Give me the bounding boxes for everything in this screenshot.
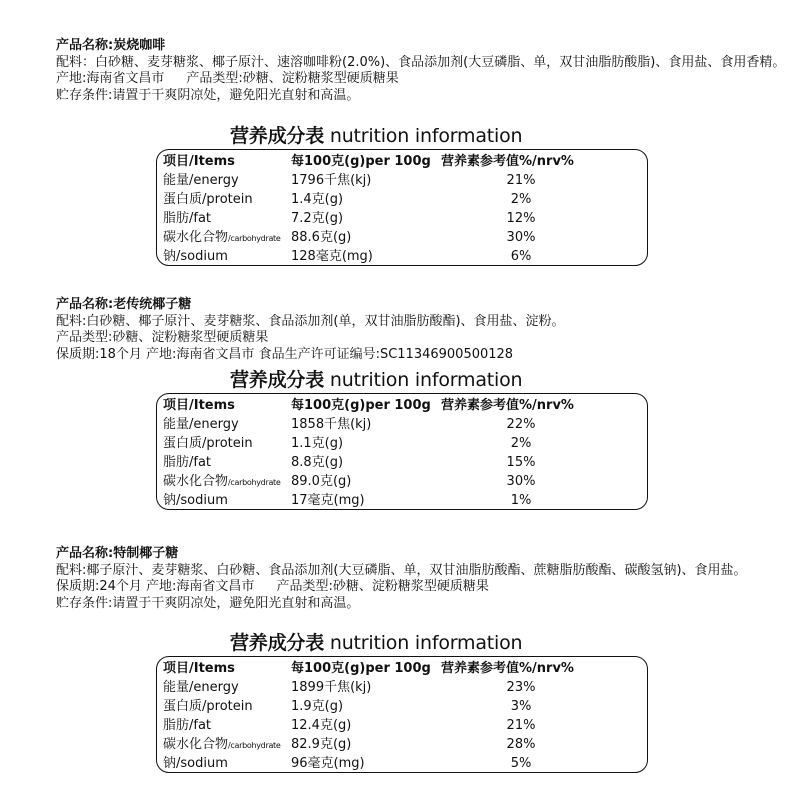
- row-nrv: 30%: [506, 230, 536, 245]
- row-nrv: 28%: [506, 737, 536, 752]
- row-value: 96毫克(mg): [291, 756, 365, 771]
- ingredients: 配料:白砂糖、椰子原汁、麦芽糖浆、食品添加剂(单，双甘油脂肪酸酯)、食用盐、淀粉。: [56, 313, 565, 329]
- row-item-en: /carbohydrate: [228, 234, 281, 243]
- table-header: [157, 659, 647, 678]
- product-coffee: [56, 38, 792, 264]
- product-type: 产品类型:砂糖、淀粉糖浆型硬质糖果: [56, 330, 269, 345]
- row-item: 蛋白质/protein: [163, 436, 253, 451]
- row-item-en: /carbohydrate: [228, 478, 281, 487]
- nutrition-title-cn: 营养成分表: [230, 632, 325, 654]
- row-item: 钠/sodium: [163, 493, 228, 508]
- row-nrv: 5%: [510, 756, 532, 771]
- header-nrv: 营养素参考值%/nrv%: [441, 661, 574, 676]
- row-value: 7.2克(g): [291, 211, 344, 226]
- row-item-cn: 碳水化合物: [163, 230, 229, 245]
- row-item: [157, 228, 291, 247]
- header-nrv: 营养素参考值%/nrv%: [441, 154, 574, 169]
- row-nrv: 22%: [506, 417, 536, 432]
- row-item: [157, 472, 291, 491]
- origin: 产地:海南省文昌市: [56, 71, 165, 86]
- storage: 贮存条件:请置于干爽阴凉处，避免阳光直射和高温。: [56, 595, 360, 611]
- row-value: 1899千焦(kj): [291, 680, 372, 695]
- row-nrv: 30%: [506, 474, 536, 489]
- shelf-origin-license: 保质期:18个月 产地:海南省文昌市 食品生产许可证编号:SC11346900500128: [56, 346, 514, 362]
- row-value: 17毫克(mg): [291, 493, 365, 508]
- table-row: [157, 716, 647, 735]
- shelf-origin: 保质期:24个月 产地:海南省文昌市: [56, 579, 255, 594]
- product-info: [56, 38, 792, 104]
- product-type: 产品类型:砂糖、淀粉糖浆型硬质糖果: [276, 579, 489, 594]
- header-items: 项目/Items: [163, 154, 235, 169]
- row-nrv: 2%: [510, 192, 532, 207]
- table-row: [157, 697, 647, 716]
- header-nrv: 营养素参考值%/nrv%: [441, 398, 574, 413]
- row-item: 能量/energy: [163, 417, 239, 432]
- row-nrv: 2%: [510, 436, 532, 451]
- row-nrv: 23%: [506, 680, 536, 695]
- row-nrv: 3%: [510, 699, 532, 714]
- table-row: [157, 190, 647, 209]
- table-row: [157, 453, 647, 472]
- table-header: [157, 396, 647, 415]
- row-item: 脂肪/fat: [163, 455, 212, 470]
- nutrition-table: [156, 656, 648, 773]
- row-item: 能量/energy: [163, 173, 239, 188]
- row-item: 钠/sodium: [163, 249, 228, 264]
- row-value: 128毫克(mg): [291, 249, 373, 264]
- row-value: 1.1克(g): [291, 436, 344, 451]
- table-row: [157, 754, 647, 773]
- row-item: 蛋白质/protein: [163, 699, 253, 714]
- ingredients: 配料：白砂糖、麦芽糖浆、椰子原汁、速溶咖啡粉(2.0%)、食品添加剂(大豆磷脂、单，双甘油脂肪酸脂)、食用盐、食用香精。: [56, 54, 786, 70]
- row-nrv: 1%: [510, 493, 532, 508]
- product-name: 产品名称:炭烧咖啡: [56, 38, 166, 53]
- product-name: 产品名称:老传统椰子糖: [56, 297, 192, 312]
- table-row: [157, 209, 647, 228]
- nutrition-title-cn: 营养成分表: [230, 125, 325, 147]
- row-value: 8.8克(g): [291, 455, 344, 470]
- row-nrv: 21%: [506, 718, 536, 733]
- nutrition-table: [156, 149, 648, 266]
- storage: 贮存条件:请置于干爽阴凉处，避免阳光直射和高温。: [56, 87, 360, 103]
- product-traditional-coconut: [56, 297, 792, 508]
- row-item: 蛋白质/protein: [163, 192, 253, 207]
- table-row: [157, 171, 647, 190]
- nutrition-title-cn: 营养成分表: [230, 369, 325, 391]
- header-per100g: 每100克(g)per 100g: [291, 154, 431, 169]
- ingredients: 配料:椰子原汁、麦芽糖浆、白砂糖、食品添加剂(大豆磷脂、单，双甘油脂肪酸酯、蔗糖脂肪酸酯、碳酸氢钠)、食用盐。: [56, 562, 747, 578]
- row-nrv: 15%: [506, 455, 536, 470]
- product-special-coconut: [56, 546, 792, 771]
- table-row: [157, 491, 647, 510]
- table-row: [157, 247, 647, 266]
- table-row: [157, 415, 647, 434]
- nutrition-title-en: nutrition information: [329, 125, 523, 147]
- shelf-origin-type-line: [56, 579, 792, 596]
- header-per100g: 每100克(g)per 100g: [291, 661, 431, 676]
- header-per100g: 每100克(g)per 100g: [291, 398, 431, 413]
- product-type: 产品类型:砂糖、淀粉糖浆型硬质糖果: [186, 71, 399, 86]
- row-item-en: /carbohydrate: [228, 741, 281, 750]
- row-value: 88.6克(g): [291, 230, 352, 245]
- nutrition-title: [230, 124, 522, 148]
- row-value: 1.4克(g): [291, 192, 344, 207]
- header-items: 项目/Items: [163, 661, 235, 676]
- nutrition-table: [156, 393, 648, 510]
- product-name: 产品名称:特制椰子糖: [56, 546, 179, 561]
- nutrition-title-en: nutrition information: [329, 369, 523, 391]
- row-value: 1796千焦(kj): [291, 173, 372, 188]
- table-row: [157, 228, 647, 247]
- nutrition-title: [230, 368, 522, 392]
- table-row: [157, 434, 647, 453]
- table-row: [157, 678, 647, 697]
- row-item: 钠/sodium: [163, 756, 228, 771]
- row-value: 1.9克(g): [291, 699, 344, 714]
- row-value: 1858千焦(kj): [291, 417, 372, 432]
- row-nrv: 21%: [506, 173, 536, 188]
- row-nrv: 6%: [510, 249, 532, 264]
- row-item-cn: 碳水化合物: [163, 474, 229, 489]
- nutrition-title-en: nutrition information: [329, 632, 523, 654]
- row-item-cn: 碳水化合物: [163, 737, 229, 752]
- row-value: 89.0克(g): [291, 474, 352, 489]
- header-items: 项目/Items: [163, 398, 235, 413]
- row-value: 82.9克(g): [291, 737, 352, 752]
- row-item: 能量/energy: [163, 680, 239, 695]
- row-item: [157, 735, 291, 754]
- row-item: 脂肪/fat: [163, 718, 212, 733]
- origin-type-line: [56, 71, 792, 88]
- product-info: [56, 546, 792, 612]
- nutrition-title: [230, 631, 522, 655]
- row-nrv: 12%: [506, 211, 536, 226]
- table-row: [157, 735, 647, 754]
- table-row: [157, 472, 647, 491]
- row-item: 脂肪/fat: [163, 211, 212, 226]
- row-value: 12.4克(g): [291, 718, 352, 733]
- table-header: [157, 152, 647, 171]
- product-info: [56, 297, 792, 363]
